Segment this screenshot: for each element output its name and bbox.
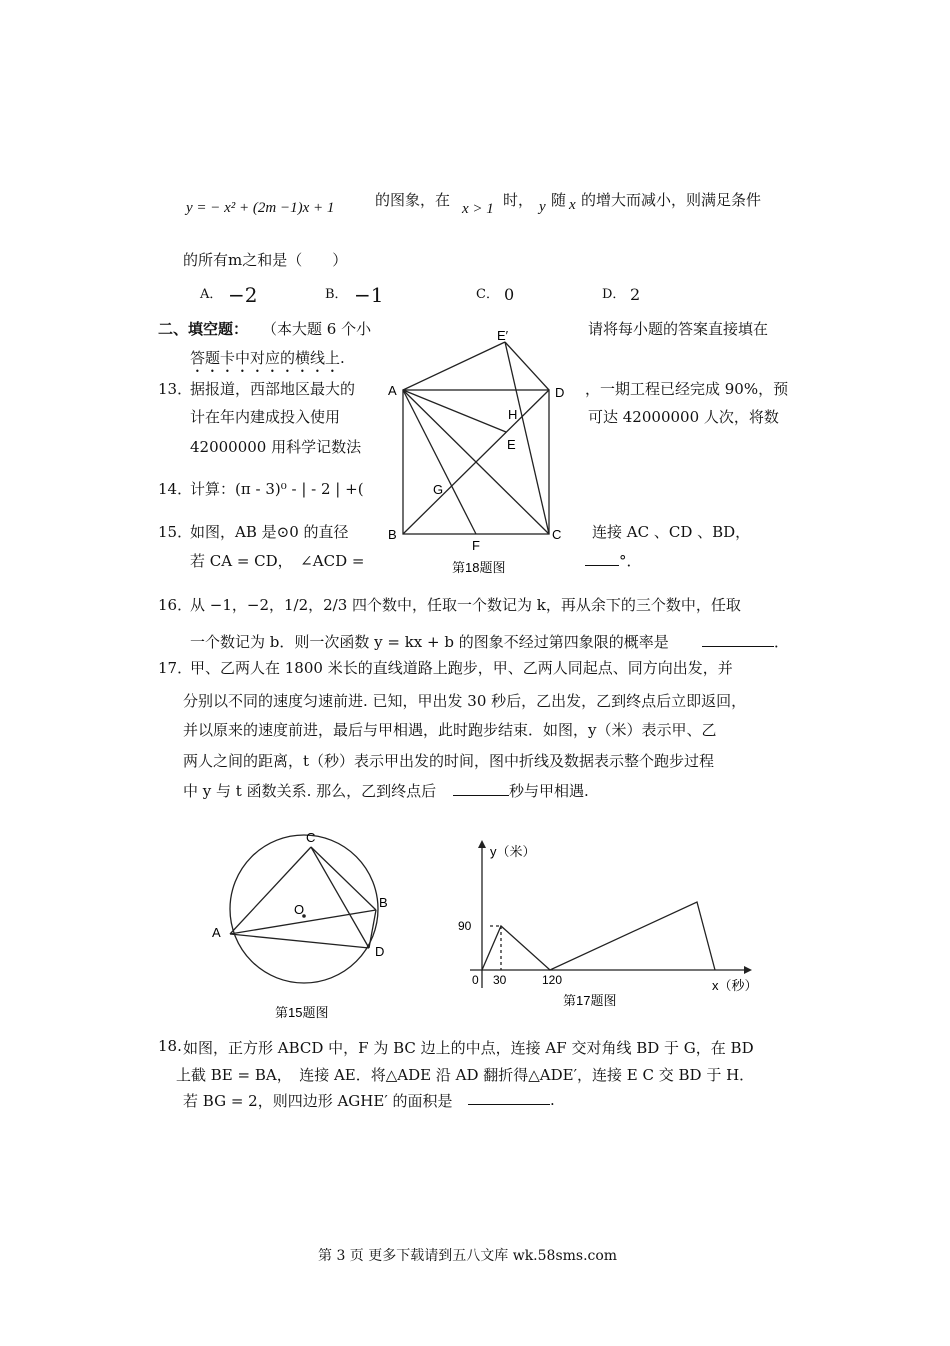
fig15-label-D: D <box>375 944 385 959</box>
section2-desc-a: （本大题 6 个小 <box>262 320 372 338</box>
q18-line2: 上截 BE = BA， 连接 AE．将△ADE 沿 AD 翻折得△ADE′，连接 E C 交 BD 于 H． <box>176 1066 755 1084</box>
fig18-label-H: H <box>508 407 518 422</box>
fig18-label-G: G <box>433 482 444 497</box>
fig18-label-E: E <box>507 437 516 452</box>
q18-number: 18. <box>158 1037 182 1055</box>
fig17-y-arrow <box>478 840 486 848</box>
q12-condition: x > 1 <box>462 201 494 217</box>
section2-desc-line2: 答题卡中对应的横线上. <box>190 349 345 367</box>
fig15-caption: 第15题图 <box>275 1005 329 1020</box>
fig15-label-B: B <box>379 895 388 910</box>
q13-line1b: ，一期工程已经完成 90%，预 <box>585 380 789 398</box>
q17-number: 17． <box>158 659 193 677</box>
q13-line3: 42000000 用科学记数法 <box>190 438 362 456</box>
q12-option-a-label: A． <box>200 287 223 302</box>
q12-text3: 随 <box>551 191 567 209</box>
fig17-tick-90: 90 <box>458 919 472 933</box>
q13-number: 13． <box>158 380 193 398</box>
q12-text2: 时， <box>503 191 534 209</box>
fig15-label-C: C <box>306 830 316 845</box>
q13-line2a: 计在年内建成投入使用 <box>190 408 341 426</box>
figure-15 <box>205 825 405 1025</box>
fig15-line-CD <box>311 847 369 948</box>
section2-desc-b: 请将每小题的答案直接填在 <box>588 320 769 338</box>
fig15-line-AC <box>230 847 311 934</box>
fig17-tick-30: 30 <box>493 973 507 987</box>
fig18-label-F: F <box>472 538 480 553</box>
fig18-label-C: C <box>552 527 562 542</box>
q13-line1a: 据报道，西部地区最大的 <box>190 380 356 398</box>
q12-option-c-label: C． <box>476 287 499 302</box>
q12-var-x: x <box>569 197 576 213</box>
q18-answer-blank[interactable]: . <box>468 1090 555 1109</box>
fig17-tick-0: 0 <box>472 973 479 987</box>
section2-heading: 二、填空题： <box>158 320 249 338</box>
q16-line1: 从 −1，−2，1/2，2/3 四个数中，任取一个数记为 k，再从余下的三个数中，任取 <box>190 596 741 614</box>
fig18-caption: 第18题图 <box>452 560 506 575</box>
q15-line1b: 连接 AC 、CD 、BD， <box>592 523 751 541</box>
q12-option-b-label: B． <box>325 287 348 302</box>
q17-line1: 甲、乙两人在 1800 米长的直线道路上跑步，甲、乙两人同起点、同方向出发，并 <box>190 659 733 677</box>
fig17-x-label: x（秒） <box>712 978 758 993</box>
q12-text1: 的图象，在 <box>375 191 451 209</box>
fig17-x-arrow <box>744 966 752 974</box>
q12-option-a-value: −2 <box>228 283 258 307</box>
q14-text: 计算：(π - 3)⁰ - | - 2 | +( <box>190 480 364 498</box>
q12-option-c-value: 0 <box>504 285 515 304</box>
q17-answer-blank[interactable]: 秒与甲相遇. <box>453 780 589 801</box>
fig17-polyline <box>482 902 715 970</box>
q15-number: 15． <box>158 523 193 541</box>
page-footer: 第 3 页 更多下载请到五八文库 wk.58sms.com <box>318 1248 618 1264</box>
q12-var-y: y <box>539 199 546 215</box>
q18-line3: 若 BG = 2，则四边形 AGHE′ 的面积是 <box>183 1092 453 1110</box>
fig18-label-D: D <box>555 385 565 400</box>
figure-18 <box>380 320 585 582</box>
q15-line2: 若 CA = CD， ∠ACD = <box>190 552 365 570</box>
fig18-label-B: B <box>388 527 397 542</box>
fig15-line-CB <box>311 847 376 910</box>
q13-line2b: 可达 42000000 人次，将数 <box>588 408 779 426</box>
fig18-label-E1: E′ <box>497 328 509 343</box>
fig15-label-O: O <box>294 902 305 917</box>
q17-line2: 分别以不同的速度匀速前进. 已知，甲出发 30 秒后，乙出发，乙到终点后立即返回， <box>183 692 747 710</box>
q12-formula: y = − x² + (2m −1)x + 1 <box>186 200 335 216</box>
q16-line2: 一个数记为 b．则一次函数 y = kx + b 的图象不经过第四象限的概率是 <box>190 633 669 651</box>
q12-option-d-value: 2 <box>630 285 641 304</box>
q18-line1: 如图，正方形 ABCD 中，F 为 BC 边上的中点，连接 AF 交对角线 BD 于 G，在 BD <box>183 1039 754 1057</box>
q15-line1a: 如图，AB 是⊙0 的直径 <box>190 523 349 541</box>
q12-option-b-value: −1 <box>354 283 384 307</box>
q15-answer-blank[interactable]: °． <box>581 550 642 571</box>
q12-option-d-label: D． <box>602 287 626 302</box>
q16-number: 16． <box>158 596 193 614</box>
q17-line3: 并以原来的速度前进，最后与甲相遇，此时跑步结束．如图，y（米）表示甲、乙 <box>183 721 717 739</box>
figure-17 <box>450 838 770 1018</box>
q17-line4: 两人之间的距离，t（秒）表示甲出发的时间，图中折线及数据表示整个跑步过程 <box>183 752 715 770</box>
fig17-caption: 第17题图 <box>563 993 617 1008</box>
fig18-label-A: A <box>388 383 397 398</box>
q17-line5: 中 y 与 t 函数关系. 那么，乙到终点后 <box>183 782 437 800</box>
q12-line2: 的所有m之和是（ ） <box>183 251 348 269</box>
q14-number: 14． <box>158 480 193 498</box>
q12-text4: 的增大而减小，则满足条件 <box>581 191 762 209</box>
fig15-label-A: A <box>212 925 221 940</box>
fig15-line-AD <box>230 934 369 948</box>
fig17-y-label: y（米） <box>490 844 536 859</box>
q16-answer-blank[interactable]: ． <box>702 631 789 652</box>
fig17-tick-120: 120 <box>542 973 563 987</box>
